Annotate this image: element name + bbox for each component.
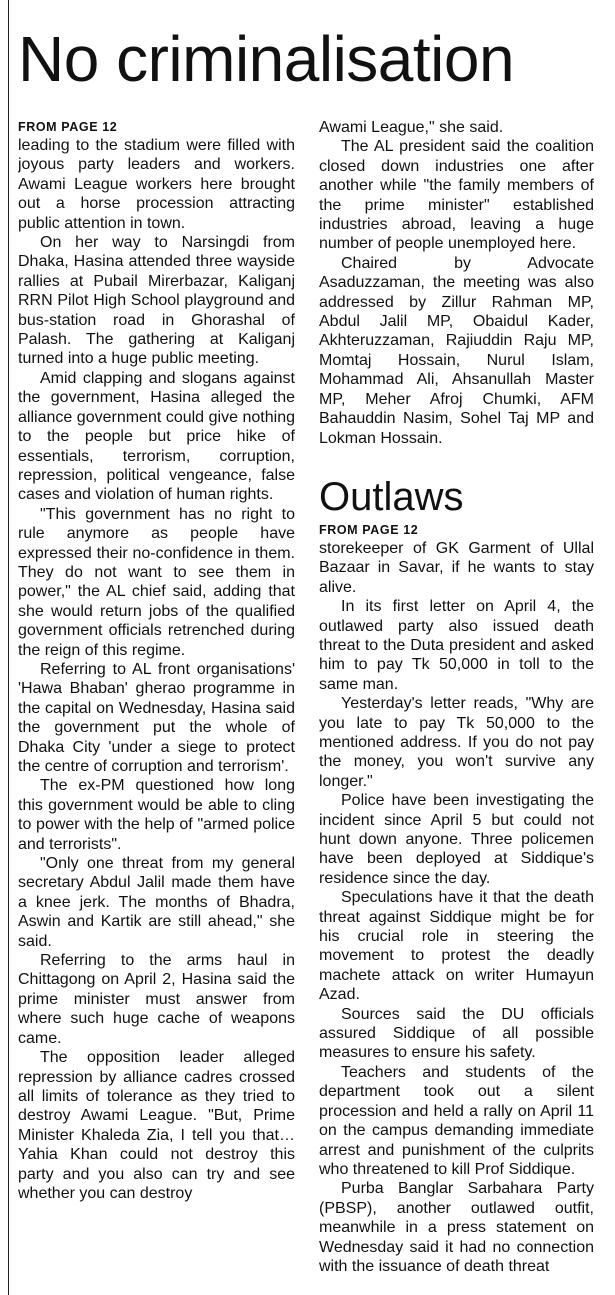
story2-paragraph: Yesterday's letter reads, "Why are you late to pay Tk 50,000 to the mentioned address. If you do not pay the money, you won't survive any longer." — [319, 695, 594, 790]
story1-paragraph: "Only one threat from my general secretary Abdul Jalil made them have a knee jerk. The months of Bhadra, Aswin and Kartik are still ahead," she said. — [18, 855, 295, 950]
story2-paragraph: Speculations have it that the death threat against Siddique might be for his crucial role in steering the movement to protest the deadly machete attack on writer Humayun Azad. — [319, 889, 594, 1004]
story1-paragraph: The ex-PM questioned how long this government would be able to cling to power with the help of "armed police and terrorists". — [18, 777, 295, 853]
story1-paragraph: Chaired by Advocate Asaduzzaman, the meeting was also addressed by Zillur Rahman MP, Abdul Jalil MP, Obaidul Kader, Akhteruzzaman, Rajiuddin Raju MP, Momtaj Hossain, Nurul Islam, Mohammad Ali, Ahsanullah Master MP, Meher Afroj Chumki, AFM Bahauddin Nasim, Sohel Taj MP and Lokman Hossain. — [319, 254, 594, 447]
story2-jump-label: FROM PAGE 12 — [319, 522, 419, 537]
story2-paragraph: In its first letter on April 4, the outlawed party also issued death threat to the Duta president and asked him to pay Tk 50,000 in toll to the same man. — [319, 598, 594, 693]
story2-paragraph: Police have been investigating the incident since April 5 but could not hunt down anyone. Three policemen have been deployed at Siddique's residence since the day. — [319, 792, 594, 887]
column-rule — [8, 0, 9, 1295]
headline-no-criminalisation: No criminalisation — [18, 23, 515, 95]
story1-paragraph: leading to the stadium were filled with joyous party leaders and workers. Awami League workers here brought out a horse procession attracting public attention in town. — [18, 137, 295, 232]
story2-paragraph: Purba Banglar Sarbahara Party (PBSP), another outlawed outfit, meanwhile in a press statement on Wednesday said it had no connection with the issuance of death threat — [319, 1180, 594, 1275]
story1-paragraph: Amid clapping and slogans against the government, Hasina alleged the alliance government could give nothing to the people but price hike of essentials, terrorism, corruption, repression, political vengeance, false cases and violation of human rights. — [18, 369, 295, 504]
story1-paragraph: Referring to the arms haul in Chittagong on April 2, Hasina said the prime minister must answer from where such huge cache of weapons came. — [18, 952, 295, 1047]
story1-left-column — [18, 118, 295, 1295]
story1-paragraph: On her way to Narsingdi from Dhaka, Hasina attended three wayside rallies at Pubail Mirerbazar, Kaliganj RRN Pilot High School playground and bus-station road in Ghorashal of Palash. The gathering at Kaliganj turned into a huge public meeting. — [18, 234, 295, 368]
story1-paragraph: "This government has no right to rule anymore as people have expressed their no-confidence in them. They do not want to see them in power," the AL chief said, adding that she would return jobs of the qualified government officials retrenched during the reign of this regime. — [18, 505, 295, 659]
story1-paragraph: The AL president said the coalition closed down industries one after another while "the family members of the prime minister" established industries abroad, leaving a huge number of people unemployed here. — [319, 138, 594, 253]
right-column — [319, 118, 594, 1295]
headline-outlaws: Outlaws — [319, 474, 464, 519]
story1-paragraph: The opposition leader alleged repression by alliance cadres crossed all limits of tolerance as they tried to destroy Awami League. "But, Prime Minister Khaleda Zia, I tell you that…Yahia Khan could not destroy this party and you also can try and see whether you can destroy — [18, 1049, 295, 1202]
story2-paragraph: Teachers and students of the department took out a silent procession and held a rally on April 11 on the campus demanding immediate arrest and punishment of the culprits who threatened to kill Prof Siddique. — [319, 1063, 594, 1178]
story1-paragraph: Referring to AL front organisations' 'Hawa Bhaban' gherao programme in the capital on Wednesday, Hasina said the government put the whole of Dhaka City 'under a siege to protect the centre of corruption and terrorism'. — [18, 660, 295, 775]
story2-paragraph: storekeeper of GK Garment of Ullal Bazaar in Savar, if he wants to stay alive. — [319, 539, 594, 596]
story1-paragraph: Awami League," she said. — [319, 119, 504, 136]
story1-jump-label: FROM PAGE 12 — [18, 120, 118, 134]
story2-paragraph: Sources said the DU officials assured Siddique of all possible measures to ensure his safety. — [319, 1005, 594, 1062]
